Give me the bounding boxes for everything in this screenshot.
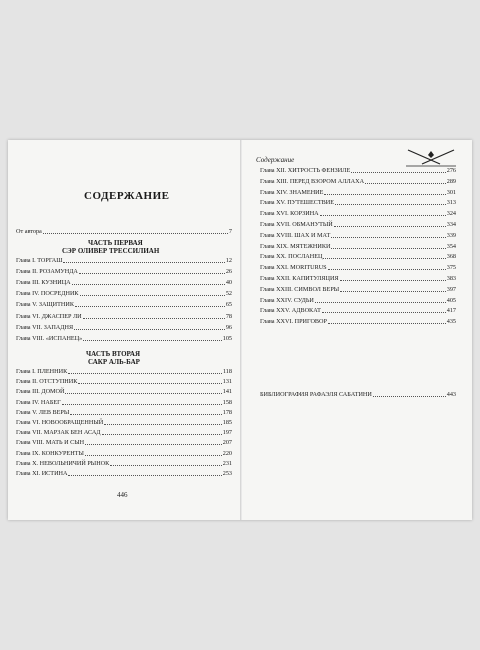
toc-entry-text: Глава XV. ПУТЕШЕСТВИЕ bbox=[260, 199, 335, 207]
toc-entry-page: 78 bbox=[225, 312, 232, 320]
running-head: Содержание bbox=[256, 156, 295, 164]
toc-entry-page: 368 bbox=[446, 253, 456, 261]
toc-entry bbox=[260, 243, 456, 251]
toc-entry bbox=[16, 324, 232, 332]
toc-entry bbox=[16, 368, 232, 376]
toc-entry-page: 12 bbox=[225, 257, 232, 264]
toc-entry-text: Глава VI. ДЖАСПЕР ЛИ bbox=[16, 312, 82, 320]
toc-leader-dots bbox=[331, 237, 445, 238]
toc-entry-page: 52 bbox=[225, 290, 232, 298]
toc-entry bbox=[260, 178, 456, 186]
toc-entry-text: Глава I. ТОРГАШ bbox=[16, 257, 63, 264]
toc-leader-dots bbox=[83, 340, 221, 341]
toc-entry-text: Глава III. ДОМОЙ bbox=[16, 388, 65, 396]
toc-leader-dots bbox=[43, 233, 228, 234]
toc-entry bbox=[16, 450, 232, 458]
toc-entry bbox=[16, 279, 232, 287]
toc-entry-text: Глава XXI. MORITURUS bbox=[260, 264, 327, 272]
toc-entry bbox=[260, 221, 456, 229]
toc-leader-dots bbox=[328, 323, 446, 324]
toc-entry bbox=[260, 264, 456, 272]
toc-entry-page: 231 bbox=[222, 459, 232, 467]
toc-entry-text: Глава XXII. КАПИТУЛЯЦИЯ bbox=[260, 275, 339, 282]
toc-entry-page: 40 bbox=[225, 279, 232, 287]
toc-leader-dots bbox=[351, 172, 445, 173]
toc-entry bbox=[16, 409, 232, 417]
toc-entry-text: Глава XXIII. СИМВОЛ ВЕРЫ bbox=[260, 285, 340, 293]
toc-leader-dots bbox=[340, 291, 446, 292]
toc-entry-text: От автора bbox=[16, 228, 42, 235]
toc-entry-text: БИБЛИОГРАФИЯ РАФАЭЛЯ САБАТИНИ bbox=[260, 391, 372, 398]
toc-leader-dots bbox=[75, 306, 225, 307]
toc-entry bbox=[260, 253, 456, 261]
toc-entry bbox=[260, 286, 456, 294]
toc-entry-page: 301 bbox=[446, 188, 456, 196]
toc-entry-page: 220 bbox=[222, 449, 232, 457]
toc-leader-dots bbox=[365, 183, 446, 184]
crossed-swords-ornament-icon bbox=[402, 146, 460, 168]
toc-entry-page: 313 bbox=[446, 199, 456, 207]
toc-entry bbox=[260, 189, 456, 197]
toc-entry-text: Глава VII. МАРЗАК БЕН АСАД bbox=[16, 429, 101, 437]
toc-entry-text: Глава XII. ХИТРОСТЬ ФЕНЗИЛЕ bbox=[260, 167, 351, 174]
toc-entry-text: Глава VI. НОВООБРАЩЕННЫЙ bbox=[16, 419, 104, 426]
page-title: СОДЕРЖАНИЕ bbox=[84, 190, 170, 202]
toc-entry-text: Глава VIII. «ИСПАНЕЦ» bbox=[16, 334, 83, 342]
toc-entry bbox=[16, 470, 232, 478]
toc-entry bbox=[16, 399, 232, 407]
toc-leader-dots bbox=[62, 404, 222, 405]
toc-entry bbox=[16, 378, 232, 386]
toc-leader-dots bbox=[85, 444, 222, 445]
toc-leader-dots bbox=[74, 329, 225, 330]
toc-entry-page: 383 bbox=[446, 275, 456, 282]
toc-entry-page: 26 bbox=[225, 268, 232, 276]
toc-leader-dots bbox=[315, 302, 446, 303]
toc-entry-text: Глава VIII. МАТЬ И СЫН bbox=[16, 439, 85, 447]
toc-leader-dots bbox=[104, 424, 222, 425]
toc-entry bbox=[260, 307, 456, 315]
toc-entry bbox=[16, 429, 232, 437]
toc-entry-page: 65 bbox=[225, 301, 232, 309]
toc-entry-text: Глава XVII. ОБМАНУТЫЙ bbox=[260, 221, 333, 228]
toc-leader-dots bbox=[63, 262, 224, 263]
toc-entry-page: 158 bbox=[222, 398, 232, 406]
toc-leader-dots bbox=[68, 475, 221, 476]
toc-leader-dots bbox=[331, 248, 445, 249]
toc-entry-bibliography bbox=[260, 391, 456, 399]
toc-entry bbox=[16, 460, 232, 468]
toc-entry bbox=[16, 257, 232, 265]
toc-entry-text: Глава VII. ЗАПАДНЯ bbox=[16, 323, 74, 331]
toc-entry-page: 207 bbox=[222, 439, 232, 447]
toc-entry-text: Глава V. ЛЕВ ВЕРЫ bbox=[16, 408, 70, 416]
toc-leader-dots bbox=[373, 396, 446, 397]
toc-leader-dots bbox=[68, 373, 222, 374]
part-two-subtitle: САКР АЛЬ-БАР bbox=[88, 358, 140, 366]
toc-entry-page: 435 bbox=[446, 318, 456, 326]
toc-entry-page: 375 bbox=[446, 264, 456, 272]
toc-entry bbox=[16, 388, 232, 396]
toc-leader-dots bbox=[340, 280, 446, 281]
toc-entry-page: 443 bbox=[446, 391, 456, 398]
toc-leader-dots bbox=[110, 465, 221, 466]
toc-entry-page: 334 bbox=[446, 221, 456, 228]
toc-entry bbox=[260, 275, 456, 283]
toc-entry-page: 397 bbox=[446, 285, 456, 293]
toc-entry-page: 118 bbox=[222, 368, 232, 375]
toc-entry-text: Глава X. НЕВОЛЬНИЧИЙ РЫНОК bbox=[16, 459, 110, 467]
toc-leader-dots bbox=[323, 258, 445, 259]
toc-entry-text: Глава IV. НАБЕГ bbox=[16, 398, 61, 406]
toc-leader-dots bbox=[85, 455, 222, 456]
toc-entry-text: Глава XI. ИСТИНА bbox=[16, 470, 68, 477]
toc-entry-text: Глава II. РОЗАМУНДА bbox=[16, 268, 78, 276]
toc-entry-page: 417 bbox=[446, 307, 456, 315]
toc-entry bbox=[260, 199, 456, 207]
part-two-label: ЧАСТЬ ВТОРАЯ bbox=[86, 350, 141, 358]
toc-leader-dots bbox=[335, 204, 446, 205]
toc-entry-page: 276 bbox=[446, 167, 456, 174]
toc-entry bbox=[16, 335, 232, 343]
toc-leader-dots bbox=[80, 295, 225, 296]
toc-entry-text: Глава XVI. КОРЗИНА bbox=[260, 210, 319, 218]
toc-leader-dots bbox=[102, 434, 222, 435]
toc-entry-text: Глава I. ПЛЕННИК bbox=[16, 368, 68, 375]
toc-leader-dots bbox=[322, 312, 446, 313]
toc-entry-text: Глава IX. КОНКУРЕНТЫ bbox=[16, 449, 84, 457]
toc-entry-author bbox=[16, 228, 232, 236]
toc-entry-page: 197 bbox=[222, 429, 232, 437]
toc-entry-page: 96 bbox=[225, 323, 232, 331]
toc-leader-dots bbox=[334, 226, 446, 227]
toc-entry-text: Глава XX. ПОСЛАНЕЦ bbox=[260, 253, 323, 261]
toc-entry-text: Глава XIII. ПЕРЕД ВЗОРОМ АЛЛАХА bbox=[260, 177, 365, 185]
toc-entry-text: Глава II. ОТСТУПНИК bbox=[16, 378, 78, 386]
toc-entry bbox=[16, 301, 232, 309]
toc-leader-dots bbox=[324, 194, 445, 195]
toc-entry-page: 131 bbox=[222, 378, 232, 386]
toc-entry-page: 7 bbox=[228, 228, 232, 235]
toc-entry-text: Глава XXVI. ПРИГОВОР bbox=[260, 318, 327, 326]
toc-entry-page: 185 bbox=[222, 419, 232, 426]
toc-entry-page: 105 bbox=[222, 334, 232, 342]
toc-leader-dots bbox=[72, 284, 225, 285]
toc-leader-dots bbox=[79, 273, 225, 274]
toc-entry bbox=[260, 210, 456, 218]
toc-entry-text: Глава XIV. ЗНАМЕНИЕ bbox=[260, 188, 324, 196]
toc-entry-text: Глава IV. ПОСРЕДНИК bbox=[16, 290, 79, 298]
toc-entry-page: 324 bbox=[446, 210, 456, 218]
toc-entry-text: Глава V. ЗАЩИТНИК bbox=[16, 301, 74, 309]
toc-entry bbox=[260, 318, 456, 326]
toc-entry-page: 339 bbox=[446, 231, 456, 239]
toc-entry-text: Глава III. КУЗНИЦА bbox=[16, 279, 71, 287]
toc-leader-dots bbox=[320, 215, 446, 216]
toc-leader-dots bbox=[70, 414, 221, 415]
part-one-label: ЧАСТЬ ПЕРВАЯ bbox=[88, 239, 143, 247]
toc-leader-dots bbox=[328, 269, 446, 270]
toc-entry-page: 354 bbox=[446, 242, 456, 250]
toc-leader-dots bbox=[83, 318, 225, 319]
toc-entry bbox=[16, 419, 232, 427]
toc-leader-dots bbox=[78, 383, 221, 384]
book-gutter bbox=[240, 140, 242, 520]
toc-leader-dots bbox=[65, 393, 221, 394]
toc-entry-page: 178 bbox=[222, 408, 232, 416]
toc-entry bbox=[260, 167, 456, 175]
toc-entry-page: 405 bbox=[446, 296, 456, 304]
toc-entry-text: Глава XIX. МЯТЕЖНИКИ bbox=[260, 242, 331, 250]
toc-entry bbox=[260, 297, 456, 305]
part-one-subtitle: СЭР ОЛИВЕР ТРЕССИЛИАН bbox=[62, 247, 160, 255]
toc-entry-page: 253 bbox=[222, 470, 232, 477]
toc-entry-text: Глава XXIV. СУДЬИ bbox=[260, 296, 314, 304]
toc-entry bbox=[16, 290, 232, 298]
toc-entry-page: 141 bbox=[222, 388, 232, 396]
toc-entry bbox=[16, 268, 232, 276]
page-number: 446 bbox=[117, 491, 128, 499]
toc-entry-text: Глава XXV. АДВОКАТ bbox=[260, 307, 321, 315]
toc-entry bbox=[16, 313, 232, 321]
toc-entry-page: 289 bbox=[446, 177, 456, 185]
toc-entry bbox=[260, 232, 456, 240]
toc-entry bbox=[16, 439, 232, 447]
toc-entry-text: Глава XVIII. ШАХ И МАТ bbox=[260, 231, 331, 239]
